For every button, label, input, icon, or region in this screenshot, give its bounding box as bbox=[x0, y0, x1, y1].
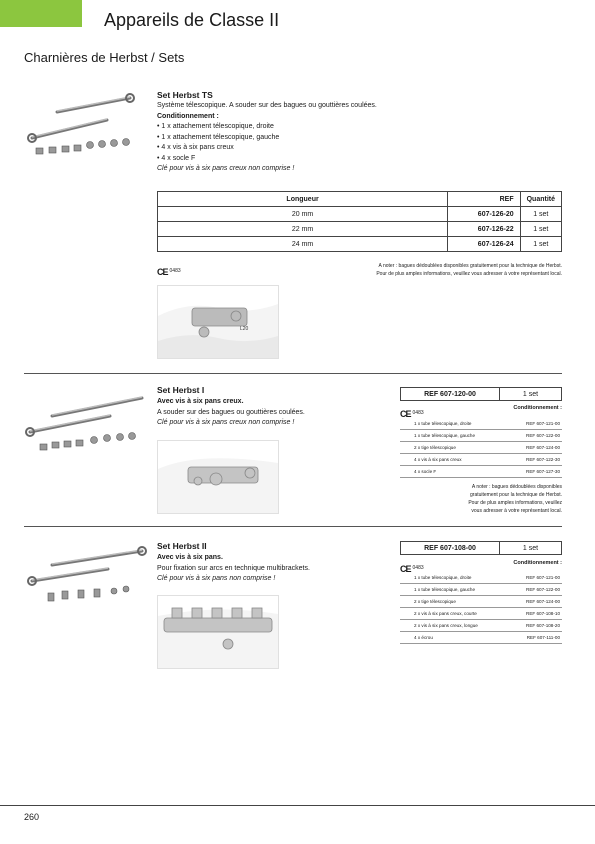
list-item bbox=[400, 418, 562, 430]
item-name: 1 x tube télescopique, gauche bbox=[414, 587, 476, 592]
contents-list bbox=[157, 122, 557, 164]
remark-line: A noter : bagues dédoublées disponibles bbox=[471, 484, 562, 490]
item-name: 2 x tige télescopique bbox=[414, 599, 456, 604]
item-ref: REF 607-121-00 bbox=[526, 421, 560, 426]
list-item: • 1 x attachement télescopique, gauche bbox=[157, 133, 557, 144]
herbst-i-ref-box bbox=[400, 387, 562, 401]
table-cell: 607-126-24 bbox=[448, 237, 520, 252]
desc-line: A souder sur des bagues ou gouttières coulées. bbox=[157, 408, 305, 416]
item-name: 2 x vis à six pans creux, courte bbox=[414, 611, 477, 616]
ce-number: 0483 bbox=[412, 564, 424, 571]
herbst-ii-contents-list bbox=[400, 572, 562, 644]
product-desc-herbst-ii bbox=[157, 553, 387, 585]
table-row bbox=[158, 207, 562, 222]
item-ref: REF 607-121-00 bbox=[526, 575, 560, 580]
herbst-ts-ref-table bbox=[157, 191, 562, 252]
chapter-color-tab bbox=[0, 0, 82, 27]
item-name: 1 x tube télescopique, droite bbox=[414, 575, 472, 580]
item-ref: REF 607-122-30 bbox=[526, 457, 560, 462]
item-name: 4 x socle F bbox=[414, 469, 437, 474]
remark-line: Pour de plus amples informations, veuillez vous adresser à votre représentant local. bbox=[376, 271, 562, 277]
item-ref: REF 607-122-00 bbox=[526, 433, 560, 438]
remark-line: A noter : bagues dédoublées disponibles gratuitement pour la technique de Herbst. bbox=[378, 263, 562, 269]
item-ref: REF 607-122-00 bbox=[526, 587, 560, 592]
table-cell: 607-126-20 bbox=[448, 207, 520, 222]
list-item bbox=[400, 632, 562, 644]
item-ref: REF 607-127-30 bbox=[526, 469, 560, 474]
list-item bbox=[400, 430, 562, 442]
ce-number: 0483 bbox=[169, 267, 181, 274]
list-item: • 4 x socle F bbox=[157, 154, 557, 165]
item-ref: REF 607-111-00 bbox=[526, 635, 560, 640]
divider bbox=[24, 526, 562, 527]
table-cell: 1 set bbox=[520, 222, 561, 237]
footer-divider bbox=[0, 805, 595, 806]
herbst-i-product-image bbox=[22, 392, 147, 464]
item-ref: REF 607-108-10 bbox=[526, 611, 560, 616]
desc-line: Pour fixation sur arcs en technique multibrackets. bbox=[157, 564, 310, 572]
table-cell: 22 mm bbox=[158, 222, 448, 237]
table-row bbox=[401, 388, 562, 401]
ce-mark bbox=[157, 262, 181, 280]
subtitle-line: Avec vis à six pans creux. bbox=[157, 398, 244, 405]
section-title: Charnières de Herbst / Sets bbox=[24, 50, 185, 65]
column-header: REF bbox=[448, 192, 520, 207]
herbst-ii-clinical-photo bbox=[157, 595, 279, 669]
remark-line: gratuitement pour la technique de Herbst. bbox=[470, 492, 562, 498]
table-cell: 1 set bbox=[520, 207, 561, 222]
ce-logo: CE bbox=[400, 564, 411, 574]
quantity: 1 set bbox=[500, 542, 562, 555]
page-number: 260 bbox=[24, 812, 40, 822]
ref-number: REF 607-120-00 bbox=[401, 388, 500, 401]
item-name: 2 x tige télescopique bbox=[414, 445, 456, 450]
table-row bbox=[158, 237, 562, 252]
list-item bbox=[400, 584, 562, 596]
photo-label: L20 bbox=[240, 326, 249, 332]
list-item bbox=[400, 596, 562, 608]
item-name: 4 x écrou bbox=[414, 635, 433, 640]
herbst-i-clinical-photo bbox=[157, 440, 279, 514]
list-item bbox=[400, 572, 562, 584]
item-ref: REF 607-124-00 bbox=[526, 445, 560, 450]
product-title-herbst-ii: Set Herbst II bbox=[157, 541, 207, 551]
product-desc-herbst-ts bbox=[157, 101, 557, 175]
list-item bbox=[400, 620, 562, 632]
table-row bbox=[158, 222, 562, 237]
remark-line: Pour de plus amples informations, veuillez bbox=[468, 500, 562, 506]
chapter-title: Appareils de Classe II bbox=[104, 10, 280, 30]
list-item: • 4 x vis à six pans creux bbox=[157, 143, 557, 154]
table-cell: 20 mm bbox=[158, 207, 448, 222]
table-cell: 1 set bbox=[520, 237, 561, 252]
item-name: 1 x tube télescopique, droite bbox=[414, 421, 472, 426]
herbst-ts-clinical-photo bbox=[157, 285, 279, 359]
item-ref: REF 607-124-00 bbox=[526, 599, 560, 604]
table-header-row bbox=[158, 192, 562, 207]
key-not-included-note: Clé pour vis à six pans creux non comprise ! bbox=[157, 419, 295, 426]
remark-line: vous adresser à votre représentant local. bbox=[471, 508, 562, 514]
table-cell: 607-126-22 bbox=[448, 222, 520, 237]
table-row bbox=[401, 542, 562, 555]
herbst-i-contents-list bbox=[400, 418, 562, 478]
column-header: Quantité bbox=[520, 192, 561, 207]
herbst-i-remark bbox=[400, 483, 562, 515]
list-item bbox=[400, 454, 562, 466]
item-name: 4 x vis à six pans creux bbox=[414, 457, 462, 462]
product-desc-herbst-i bbox=[157, 397, 387, 429]
ce-number: 0483 bbox=[412, 409, 424, 416]
key-not-included-note: Clé pour vis à six pans non comprise ! bbox=[157, 575, 276, 582]
subtitle-line: Avec vis à six pans. bbox=[157, 554, 223, 561]
ce-logo: CE bbox=[157, 267, 168, 277]
quantity: 1 set bbox=[500, 388, 562, 401]
list-item bbox=[400, 608, 562, 620]
herbst-ts-product-image bbox=[22, 90, 147, 162]
desc-line: Système télescopique. A souder sur des bagues ou gouttières coulées. bbox=[157, 102, 377, 109]
herbst-ts-remark bbox=[300, 262, 562, 278]
divider bbox=[24, 373, 562, 374]
item-name: 2 x vis à six pans creux, longue bbox=[414, 623, 478, 628]
ce-logo: CE bbox=[400, 409, 411, 419]
product-title-herbst-i: Set Herbst I bbox=[157, 385, 205, 395]
list-item bbox=[400, 466, 562, 478]
herbst-ii-product-image bbox=[22, 545, 147, 610]
pack-label: Conditionnement : bbox=[513, 405, 562, 411]
column-header: Longueur bbox=[158, 192, 448, 207]
list-item bbox=[400, 442, 562, 454]
list-item: • 1 x attachement télescopique, droite bbox=[157, 122, 557, 133]
herbst-ii-ref-box bbox=[400, 541, 562, 555]
pack-label: Conditionnement : bbox=[513, 560, 562, 566]
ref-number: REF 607-108-00 bbox=[401, 542, 500, 555]
item-ref: REF 607-108-20 bbox=[526, 623, 560, 628]
product-title-herbst-ts: Set Herbst TS bbox=[157, 90, 213, 100]
key-not-included-note: Clé pour vis à six pans creux non comprise ! bbox=[157, 165, 295, 172]
table-cell: 24 mm bbox=[158, 237, 448, 252]
pack-label: Conditionnement : bbox=[157, 112, 219, 120]
item-name: 1 x tube télescopique, gauche bbox=[414, 433, 476, 438]
